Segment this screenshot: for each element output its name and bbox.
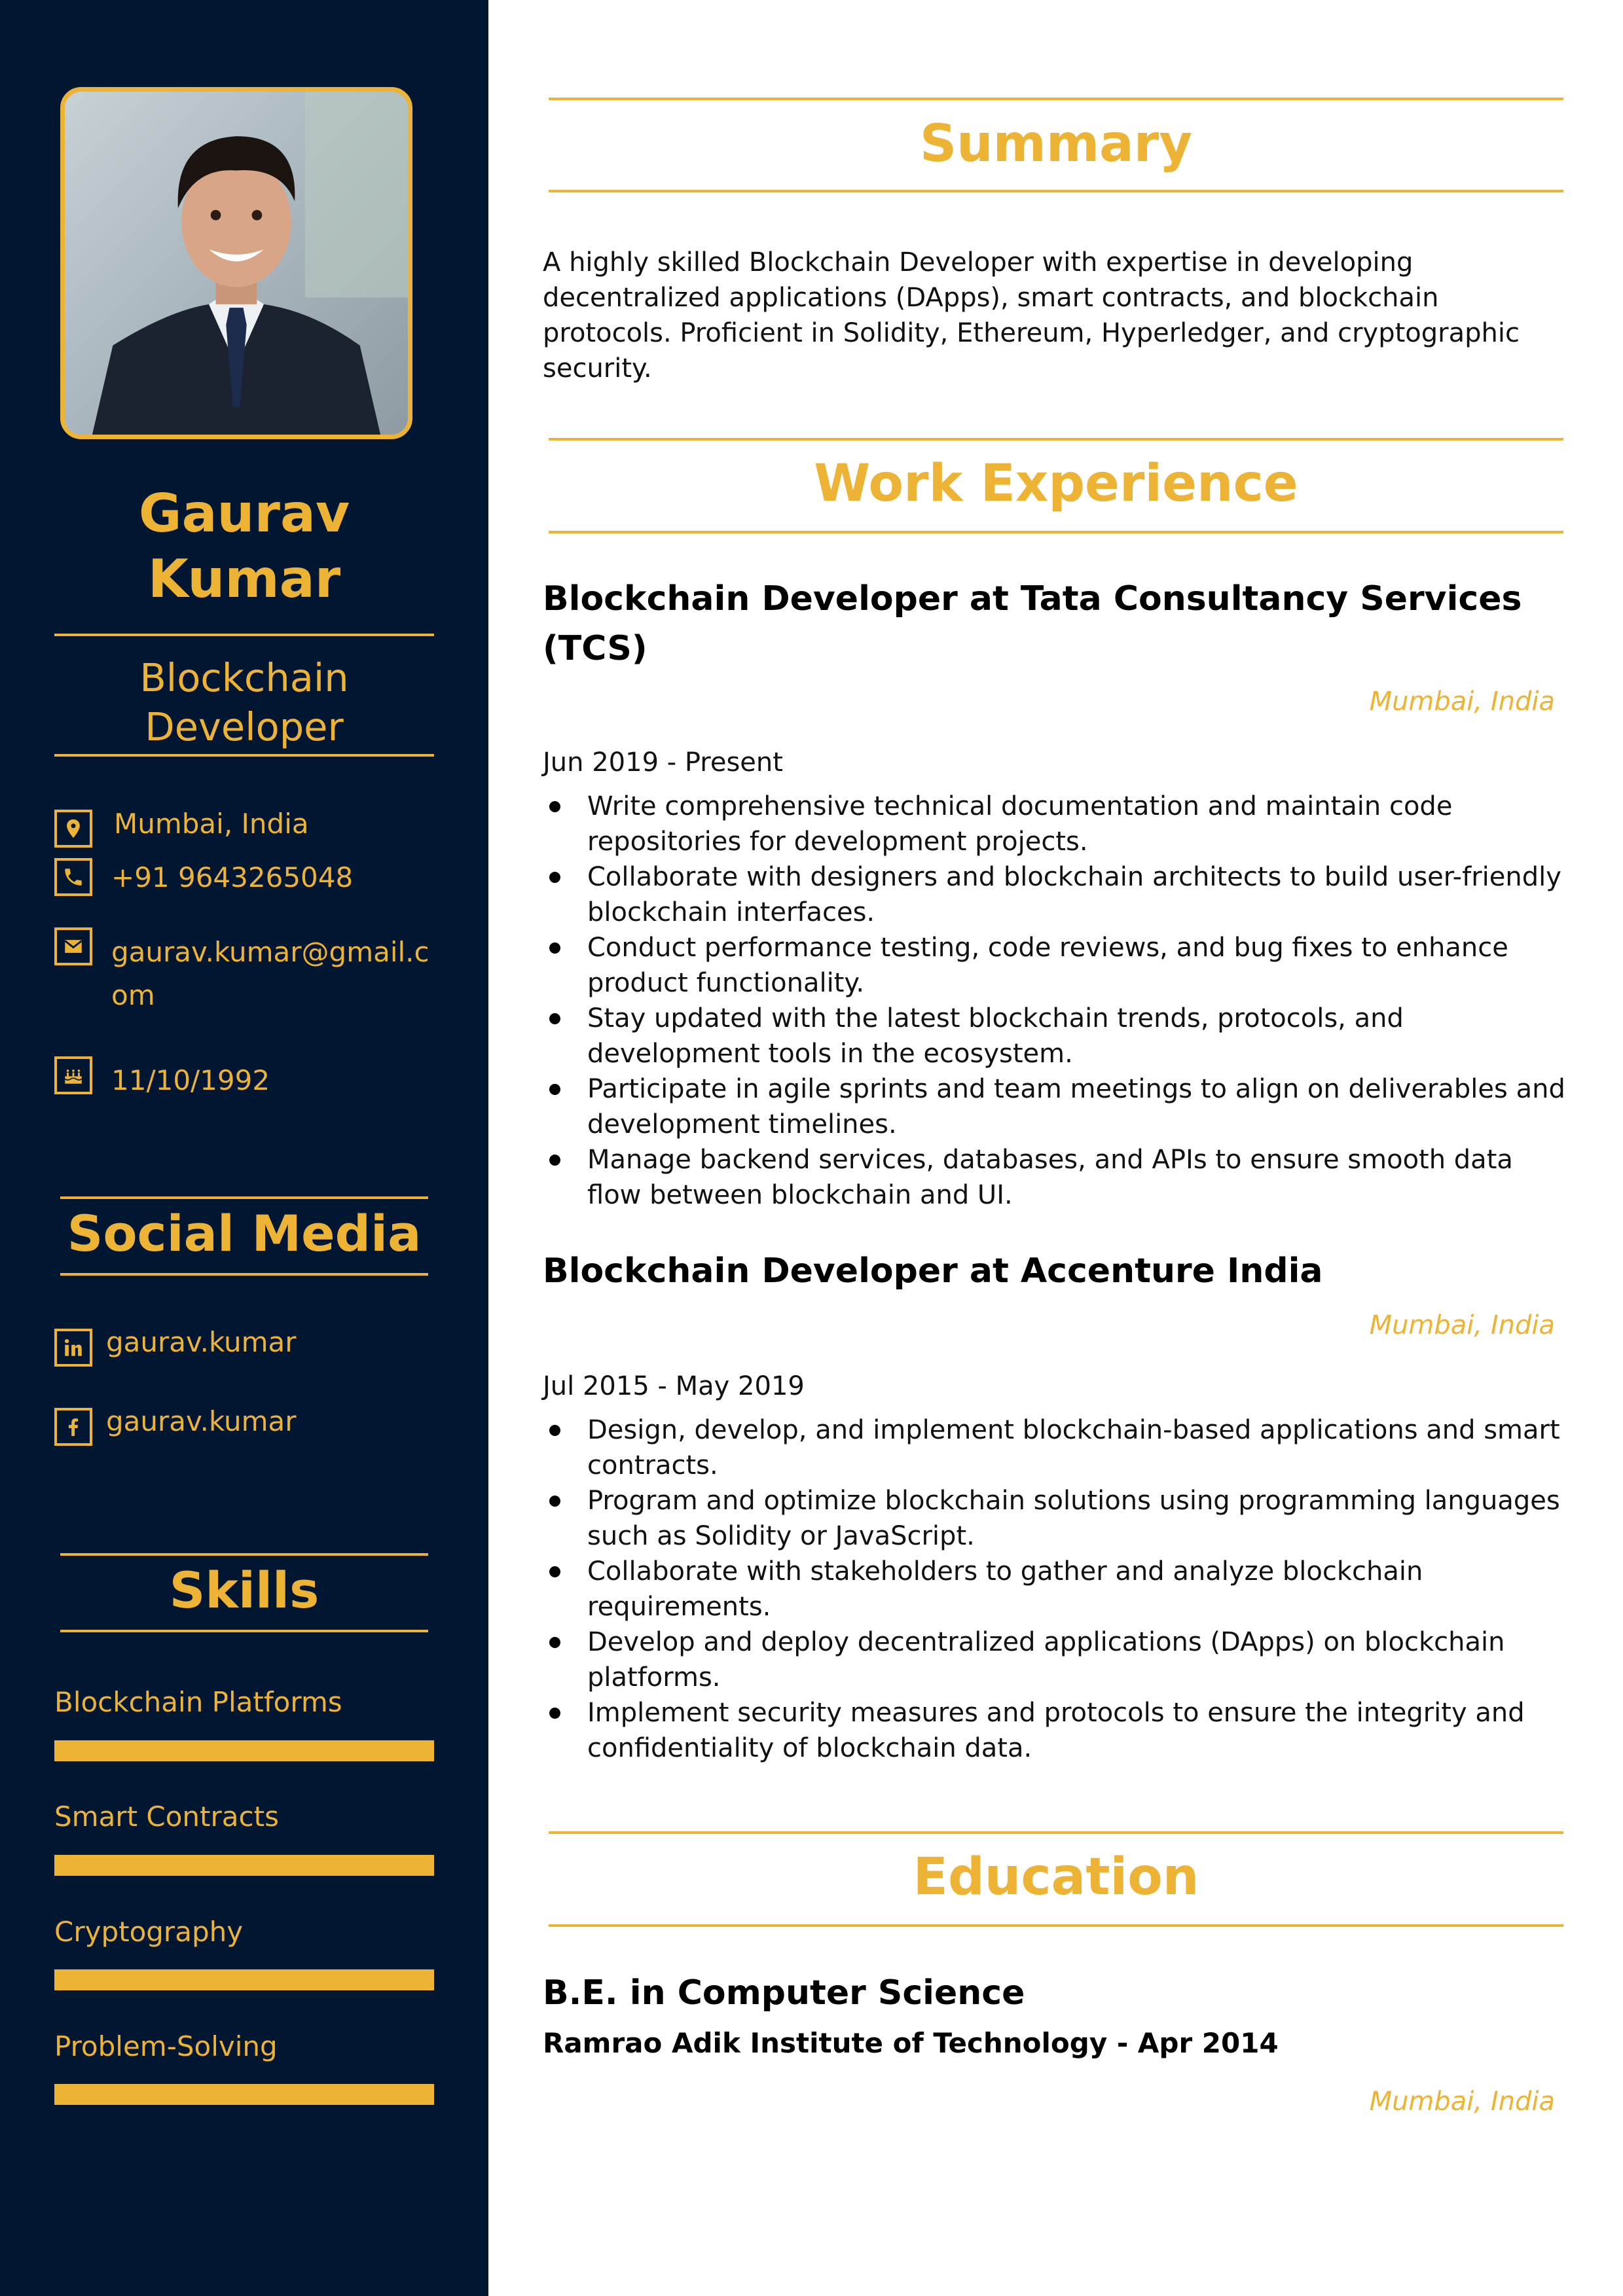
location-icon: [54, 810, 92, 848]
list-item: Program and optimize blockchain solutions using programming languages such as Solidity or JavaScript.: [543, 1483, 1567, 1554]
skill-bar: [54, 1740, 434, 1761]
job-1-bullets: [543, 789, 1567, 1213]
divider: [60, 1553, 428, 1556]
divider: [60, 1273, 428, 1276]
list-item: Manage backend services, databases, and APIs to ensure smooth data flow between blockchain and UI.: [543, 1142, 1567, 1213]
job-1-title: Blockchain Developer at Tata Consultancy Services (TCS): [543, 579, 1522, 668]
phone-text[interactable]: +91 9643265048: [111, 861, 354, 893]
divider: [549, 190, 1563, 192]
job-2-bullets: [543, 1412, 1567, 1766]
list-item: Implement security measures and protocols to ensure the integrity and confidentiality of blockchain data.: [543, 1695, 1567, 1766]
job-2-title: Blockchain Developer at Accenture India: [543, 1251, 1323, 1291]
list-item: Develop and deploy decentralized applications (DApps) on blockchain platforms.: [543, 1624, 1567, 1695]
email-icon: [54, 927, 92, 965]
education-location: Mumbai, India: [1369, 2087, 1555, 2117]
divider: [60, 1196, 428, 1199]
list-item: Collaborate with stakeholders to gather and analyze blockchain requirements.: [543, 1554, 1567, 1624]
skill-name: Cryptography: [54, 1916, 244, 1948]
divider: [549, 1831, 1563, 1834]
divider: [54, 754, 434, 757]
divider: [549, 1924, 1563, 1927]
divider: [549, 98, 1563, 100]
location-text: Mumbai, India: [114, 808, 309, 840]
job-2-location: Mumbai, India: [1369, 1310, 1555, 1340]
divider: [60, 1630, 428, 1632]
divider: [549, 438, 1563, 440]
summary-heading: Summary: [919, 115, 1193, 173]
skills-heading: Skills: [169, 1561, 319, 1619]
list-item: Stay updated with the latest blockchain trends, protocols, and development tools in the ecosystem.: [543, 1001, 1567, 1071]
email-text[interactable]: gaurav.kumar@gmail.com: [111, 936, 429, 1011]
skill-name: Blockchain Platforms: [54, 1686, 342, 1718]
list-item: Design, develop, and implement blockchain-based applications and smart contracts.: [543, 1412, 1567, 1483]
skill-bar-fill: [54, 1740, 434, 1761]
divider: [549, 531, 1563, 533]
divider: [54, 634, 434, 636]
skill-bar-fill: [54, 2084, 434, 2105]
list-item: Conduct performance testing, code reviews, and bug fixes to enhance product functionality.: [543, 930, 1567, 1001]
skill-name: Smart Contracts: [54, 1801, 279, 1833]
skill-bar: [54, 1855, 434, 1876]
education-degree: B.E. in Computer Science: [543, 1973, 1025, 2013]
social-heading: Social Media: [67, 1204, 422, 1263]
phone-icon: [54, 858, 92, 896]
job-1-location: Mumbai, India: [1369, 687, 1555, 717]
skill-bar: [54, 1969, 434, 1990]
candidate-name: Gaurav Kumar: [138, 483, 350, 609]
skill-bar-fill: [54, 1855, 434, 1876]
skill-bar-fill: [54, 1969, 434, 1990]
job-2-dates: Jul 2015 - May 2019: [543, 1371, 805, 1401]
birthday-cake-icon: [54, 1056, 92, 1094]
linkedin-handle[interactable]: gaurav.kumar: [106, 1326, 297, 1358]
skill-bar: [54, 2084, 434, 2105]
linkedin-icon: [54, 1329, 92, 1367]
skill-name: Problem-Solving: [54, 2030, 278, 2062]
education-heading: Education: [913, 1848, 1199, 1907]
job-title: Blockchain Developer: [139, 655, 349, 749]
dob-text: 11/10/1992: [111, 1064, 270, 1096]
list-item: Collaborate with designers and blockchain architects to build user-friendly blockchain interfaces.: [543, 859, 1567, 930]
experience-heading: Work Experience: [814, 454, 1298, 513]
list-item: Participate in agile sprints and team meetings to align on deliverables and development timelines.: [543, 1071, 1567, 1142]
list-item: Write comprehensive technical documentation and maintain code repositories for development projects.: [543, 789, 1567, 859]
education-institution: Ramrao Adik Institute of Technology - Apr 2014: [543, 2027, 1279, 2059]
summary-text: A highly skilled Blockchain Developer with expertise in developing decentralized applications (DApps), smart contracts, and blockchain protocols. Proficient in Solidity, Ethereum, Hyperledger, and cryptographic security.: [543, 247, 1520, 384]
facebook-handle[interactable]: gaurav.kumar: [106, 1405, 297, 1437]
facebook-icon: [54, 1408, 92, 1446]
sidebar: [0, 0, 488, 2296]
profile-photo: [60, 87, 412, 439]
job-1-dates: Jun 2019 - Present: [543, 747, 783, 778]
